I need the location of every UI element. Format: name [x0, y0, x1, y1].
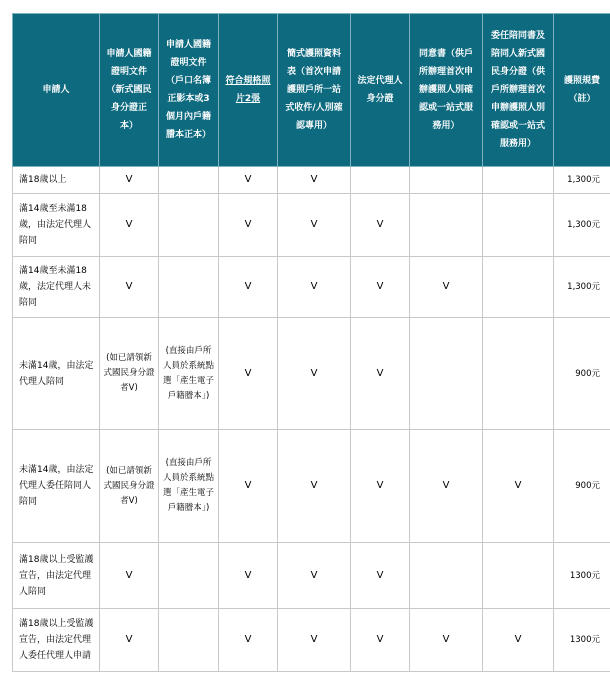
check-cell: V	[278, 257, 351, 318]
check-cell: V	[351, 543, 410, 609]
fee-cell: 1,300元	[554, 167, 610, 194]
header-new-id-card: 申請人國籍證明文件（新式國民身分證正本）	[100, 14, 159, 167]
check-cell	[159, 543, 219, 609]
header-guardian-id: 法定代理人身分證	[351, 14, 410, 167]
check-cell: V	[219, 543, 278, 609]
fee-cell: 1300元	[554, 609, 610, 672]
table-row	[13, 318, 610, 430]
check-cell: V	[351, 257, 410, 318]
note-cell: (直接由戶所人員於系統點選「產生電子戶籍謄本」)	[159, 430, 219, 543]
check-cell: V	[278, 194, 351, 257]
table-row	[13, 257, 610, 318]
check-cell	[351, 167, 410, 194]
check-cell: V	[100, 167, 159, 194]
header-fee: 護照規費（註）	[554, 14, 610, 167]
fee-cell: 1,300元	[554, 257, 610, 318]
applicant-cell: 滿14歲至未滿18歲，由法定代理人陪同	[13, 194, 100, 257]
check-cell	[159, 194, 219, 257]
check-cell: V	[278, 167, 351, 194]
check-cell	[483, 318, 554, 430]
check-cell	[410, 543, 483, 609]
check-cell: V	[278, 543, 351, 609]
check-cell: V	[219, 194, 278, 257]
note-cell: (如已請領新式國民身分證者V)	[100, 430, 159, 543]
check-cell: V	[351, 609, 410, 672]
header-simplified-form: 簡式護照資料表（首次申請護照戶所一站式收件/人別確認專用）	[278, 14, 351, 167]
check-cell: V	[410, 257, 483, 318]
fee-cell: 1300元	[554, 543, 610, 609]
table-row	[13, 543, 610, 609]
check-cell: V	[278, 609, 351, 672]
check-cell	[483, 194, 554, 257]
check-cell: V	[351, 194, 410, 257]
check-cell	[159, 609, 219, 672]
table-row	[13, 609, 610, 672]
table-row	[13, 430, 610, 543]
check-cell: V	[219, 609, 278, 672]
table-row	[13, 167, 610, 194]
check-cell: V	[483, 430, 554, 543]
check-cell: V	[351, 318, 410, 430]
check-cell	[483, 167, 554, 194]
header-applicant: 申請人	[13, 14, 100, 167]
fee-cell: 900元	[554, 318, 610, 430]
check-cell: V	[219, 430, 278, 543]
check-cell	[410, 167, 483, 194]
applicant-cell: 滿18歲以上	[13, 167, 100, 194]
check-cell: V	[219, 318, 278, 430]
header-photos[interactable]: 符合規格照片2張	[219, 14, 278, 167]
check-cell: V	[410, 430, 483, 543]
applicant-cell: 未滿14歲，由法定代理人委任陪同人陪同	[13, 430, 100, 543]
check-cell	[483, 257, 554, 318]
check-cell: V	[278, 430, 351, 543]
fee-cell: 1,300元	[554, 194, 610, 257]
check-cell: V	[219, 167, 278, 194]
header-consent-form: 同意書（供戶所辦理首次申辦護照人別確認或一站式服務用）	[410, 14, 483, 167]
applicant-cell: 未滿14歲，由法定代理人陪同	[13, 318, 100, 430]
header-household-register: 申請人國籍證明文件（戶口名簿正影本或3個月內戶籍謄本正本）	[159, 14, 219, 167]
check-cell: V	[100, 257, 159, 318]
header-row	[13, 14, 610, 167]
applicant-cell: 滿14歲至未滿18歲，法定代理人未陪同	[13, 257, 100, 318]
check-cell	[410, 194, 483, 257]
check-cell	[483, 543, 554, 609]
applicant-cell: 滿18歲以上受監護宣告，由法定代理人陪同	[13, 543, 100, 609]
applicant-cell: 滿18歲以上受監護宣告，由法定代理人委任代理人申請	[13, 609, 100, 672]
check-cell	[159, 167, 219, 194]
note-cell: (直接由戶所人員於系統點選「產生電子戶籍謄本」)	[159, 318, 219, 430]
check-cell: V	[100, 543, 159, 609]
passport-requirements-table	[12, 13, 610, 672]
table-row	[13, 194, 610, 257]
check-cell: V	[100, 194, 159, 257]
check-cell: V	[410, 609, 483, 672]
check-cell: V	[483, 609, 554, 672]
check-cell	[410, 318, 483, 430]
check-cell	[159, 257, 219, 318]
check-cell: V	[278, 318, 351, 430]
check-cell: V	[351, 430, 410, 543]
check-cell: V	[219, 257, 278, 318]
header-proxy-form: 委任陪同書及陪同人新式國民身分證（供戶所辦理首次申辦護照人別確認或一站式服務用）	[483, 14, 554, 167]
fee-cell: 900元	[554, 430, 610, 543]
check-cell: V	[100, 609, 159, 672]
note-cell: (如已請領新式國民身分證者V)	[100, 318, 159, 430]
